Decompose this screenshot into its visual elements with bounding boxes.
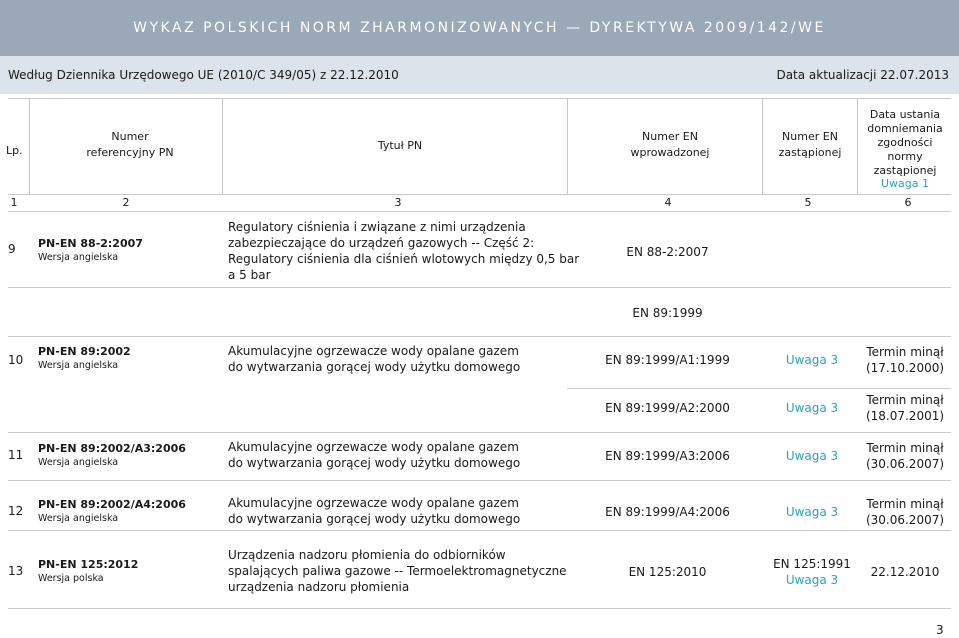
row-note: Uwaga 3 (785, 401, 839, 415)
column-number: 6 (904, 196, 912, 209)
journal-reference: Według Dziennika Urzędowego UE (2010/C 349/05) z 22.12.2010 (8, 68, 399, 82)
row-date-line1: Termin minął (866, 393, 944, 407)
row-border (8, 287, 951, 288)
row-en-introduced: EN 89:1999/A4:2006 (605, 505, 730, 519)
column-number: 1 (10, 196, 18, 209)
row-en-introduced: EN 89:1999/A2:2000 (605, 401, 730, 415)
row-title-line: Urządzenia nadzoru płomienia do odbiorników (228, 548, 506, 562)
row-en-introduced: EN 88-2:2007 (626, 245, 709, 259)
row-en-replaced: EN 125:1991 (773, 557, 851, 571)
header-ref-line2: referencyjny PN (86, 146, 174, 159)
row-note: Uwaga 3 (785, 353, 839, 367)
column-number: 2 (122, 196, 130, 209)
row-version: Wersja angielska (38, 360, 119, 371)
row-date: 22.12.2010 (870, 565, 940, 579)
row-date-line1: Termin minął (866, 441, 944, 455)
header-en-replaced-line2: zastąpionej (778, 146, 842, 159)
row-border (8, 530, 951, 531)
row-en-introduced: EN 89:1999/A3:2006 (605, 449, 730, 463)
header-en-introduced-line1: Numer EN (642, 130, 698, 143)
row-note: Uwaga 3 (785, 505, 839, 519)
header-date-note: Uwaga 1 (880, 177, 929, 190)
header-date-line: Data ustania (869, 108, 941, 121)
row-en-introduced: EN 89:1999/A1:1999 (605, 353, 730, 367)
row-lp: 9 (8, 242, 16, 256)
row-title-line: urządzenia nadzoru płomienia (228, 580, 410, 594)
column-number: 4 (664, 196, 672, 209)
row-title-line: do wytwarzania gorącej wody użytku domowego (228, 360, 521, 374)
row-ref: PN-EN 89:2002/A4:2006 (38, 498, 186, 511)
header-bottom-border (8, 194, 951, 195)
row-lp: 10 (8, 353, 24, 367)
row-title-line: Regulatory ciśnienia dla ciśnień wlotowych między 0,5 bar (228, 252, 580, 266)
row-title-line: Akumulacyjne ogrzewacze wody opalane gazem (228, 496, 519, 510)
row-title-line: Akumulacyjne ogrzewacze wody opalane gazem (228, 344, 519, 358)
row-title-line: Regulatory ciśnienia i związane z nimi urządzenia (228, 220, 526, 234)
row-lp: 11 (8, 448, 24, 462)
row-title-line: do wytwarzania gorącej wody użytku domowego (228, 512, 521, 526)
header-date-line: zastąpionej (873, 164, 937, 177)
row-ref: PN-EN 125:2012 (38, 558, 139, 571)
row-note: Uwaga 3 (785, 573, 839, 587)
column-divider (567, 98, 568, 194)
row-note: Uwaga 3 (785, 449, 839, 463)
row-date-line2: (30.06.2007) (865, 457, 945, 471)
row-version: Wersja angielska (38, 513, 119, 524)
row-en-introduced: EN 125:2010 (628, 565, 707, 579)
row-date-line2: (18.07.2001) (865, 409, 945, 423)
row-date-line1: Termin minął (866, 497, 944, 511)
row-title-line: spalających paliwa gazowe -- Termoelektromagnetyczne (228, 564, 567, 578)
header-date-line: normy (887, 150, 923, 163)
document-title: WYKAZ POLSKICH NORM ZHARMONIZOWANYCH — DYREKTYWA 2009/142/WE (133, 20, 826, 36)
header-en-introduced-line2: wprowadzonej (630, 146, 710, 159)
table-bottom-border (8, 608, 951, 609)
row-date-line2: (30.06.2007) (865, 513, 945, 527)
header-title: Tytuł PN (377, 139, 423, 152)
row-ref: PN-EN 89:2002/A3:2006 (38, 442, 186, 455)
header-ref-line1: Numer (111, 130, 149, 143)
numbers-row-border (8, 211, 951, 212)
row-title-line: Akumulacyjne ogrzewacze wody opalane gazem (228, 440, 519, 454)
column-number: 5 (804, 196, 812, 209)
row-border (8, 480, 951, 481)
row-date-line1: Termin minął (866, 345, 944, 359)
header-en-replaced-line1: Numer EN (782, 130, 838, 143)
row-title-line: a 5 bar (228, 268, 271, 282)
row-ref: PN-EN 88-2:2007 (38, 237, 143, 250)
table-top-border (8, 98, 951, 99)
row-version: Wersja angielska (38, 457, 119, 468)
column-divider (222, 98, 223, 194)
row-ref: PN-EN 89:2002 (38, 345, 131, 358)
row-lp: 13 (8, 564, 24, 578)
header-date-line: zgodności (877, 136, 933, 149)
header-lp: Lp. (6, 144, 23, 157)
page-number: 3 (936, 623, 944, 637)
row-en-introduced: EN 89:1999 (632, 306, 703, 320)
row-border (8, 336, 951, 337)
row-title-line: do wytwarzania gorącej wody użytku domowego (228, 456, 521, 470)
row-date-line2: (17.10.2000) (865, 361, 945, 375)
row-title-line: zabezpieczające do urządzeń gazowych -- Część 2: (228, 236, 535, 250)
row-border (8, 432, 951, 433)
row-version: Wersja angielska (38, 252, 119, 263)
row-lp: 12 (8, 504, 24, 518)
row-version: Wersja polska (38, 573, 104, 584)
row-border (567, 388, 951, 389)
column-number: 3 (394, 196, 402, 209)
update-date: Data aktualizacji 22.07.2013 (776, 68, 949, 82)
header-date-line: domniemania (867, 122, 943, 135)
